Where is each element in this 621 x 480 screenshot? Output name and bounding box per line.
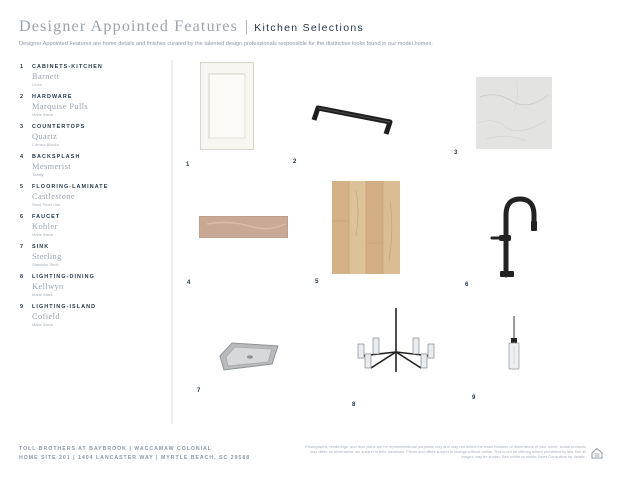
cabinet-door-image — [200, 62, 254, 155]
community-info — [19, 445, 250, 463]
selection-number: 9 — [20, 304, 25, 310]
selection-detail: Stainless Steel — [32, 262, 59, 267]
selection-name: Mesmerist — [32, 162, 71, 171]
title-row — [19, 18, 609, 36]
selection-number: 6 — [20, 214, 25, 220]
chandelier-image — [357, 306, 435, 389]
selection-number: 1 — [20, 64, 25, 70]
selection-category: CABINETS-KITCHEN — [32, 64, 103, 70]
equal-housing-icon — [591, 446, 603, 458]
selection-number: 7 — [20, 244, 25, 250]
vertical-divider — [171, 60, 173, 424]
selection-category: FLOORING-LAMINATE — [32, 184, 109, 190]
product-number: 3 — [454, 150, 458, 156]
selection-category: FAUCET — [32, 214, 61, 220]
selection-number: 4 — [20, 154, 25, 160]
selection-category: LIGHTING-DINING — [32, 274, 95, 280]
quartz-sample-image — [476, 77, 552, 154]
selection-name: Barnett — [32, 72, 60, 81]
title-separator: | — [245, 18, 249, 35]
community-line: TOLL BROTHERS AT BAYBROOK | WACCAMAW COLONIAL — [19, 446, 213, 452]
product-number: 2 — [293, 159, 297, 165]
product-number: 5 — [315, 279, 319, 285]
selection-item — [20, 214, 160, 244]
selection-category: LIGHTING-ISLAND — [32, 304, 97, 310]
product-number: 9 — [472, 395, 476, 401]
laminate-plank-image — [332, 181, 400, 279]
selection-detail: Matte Black — [32, 322, 53, 327]
selection-list — [20, 64, 160, 334]
selection-detail: Toasty — [32, 172, 44, 177]
selection-name: Kellwyn — [32, 282, 64, 291]
selection-category: SINK — [32, 244, 50, 250]
cabinet-pull-image — [308, 100, 396, 147]
selection-name: Quartz — [32, 132, 58, 141]
selection-detail: Carrara Bianco — [32, 142, 59, 147]
selection-detail: Linen — [32, 82, 42, 87]
selection-name: Sterling — [32, 252, 62, 261]
faucet-image — [488, 193, 542, 284]
page-title: Designer Appointed Features — [19, 18, 239, 35]
product-number: 1 — [186, 162, 190, 168]
backsplash-tile-image — [199, 216, 288, 243]
page-description: Designer Appointed Features are home details and finishes curated by the talented design professionals responsible for the distinctive looks found in our model homes. — [19, 41, 433, 47]
pendant-light-image — [506, 316, 522, 379]
selection-item — [20, 184, 160, 214]
selection-number: 2 — [20, 94, 25, 100]
selection-item — [20, 274, 160, 304]
selection-item — [20, 304, 160, 334]
selection-name: Cofield — [32, 312, 60, 321]
selection-detail: Matte Black — [32, 232, 53, 237]
selection-number: 5 — [20, 184, 25, 190]
selection-detail: Matte Black — [32, 292, 53, 297]
selection-item — [20, 154, 160, 184]
selection-name: Castlestone — [32, 192, 76, 201]
address-line: HOME SITE 201 | 1404 LANCASTER WAY | MYRTLE BEACH, SC 29588 — [19, 455, 251, 461]
selection-detail: Sand Pearl Oak — [32, 202, 61, 207]
product-number: 7 — [197, 388, 201, 394]
selection-category: BACKSPLASH — [32, 154, 81, 160]
page-header — [19, 18, 609, 47]
product-number: 8 — [352, 402, 356, 408]
selection-category: HARDWARE — [32, 94, 73, 100]
selection-category: COUNTERTOPS — [32, 124, 86, 130]
selection-detail: Matte Black — [32, 112, 53, 117]
page-subtitle: Kitchen Selections — [254, 22, 365, 34]
selection-item — [20, 94, 160, 124]
selection-item — [20, 64, 160, 94]
selection-name: Kohler — [32, 222, 58, 231]
selection-item — [20, 124, 160, 154]
product-number: 6 — [465, 282, 469, 288]
selection-number: 3 — [20, 124, 25, 130]
legal-disclaimer: Photographs, renderings, and floor plans are for representational purposes only and may not reflect the exact features or dimensions of your home; actual products may differ. All dimensions are subject to field variations. Prices and offers subject to change without notice. This is not an offering where prohibited by law. Not all images may be shown. See onsite or model Sales Consultant for details. — [305, 444, 586, 459]
selection-name: Marquise Pulls — [32, 102, 89, 111]
sink-image — [214, 340, 280, 377]
selection-item — [20, 244, 160, 274]
product-number: 4 — [187, 280, 191, 286]
selection-number: 8 — [20, 274, 25, 280]
